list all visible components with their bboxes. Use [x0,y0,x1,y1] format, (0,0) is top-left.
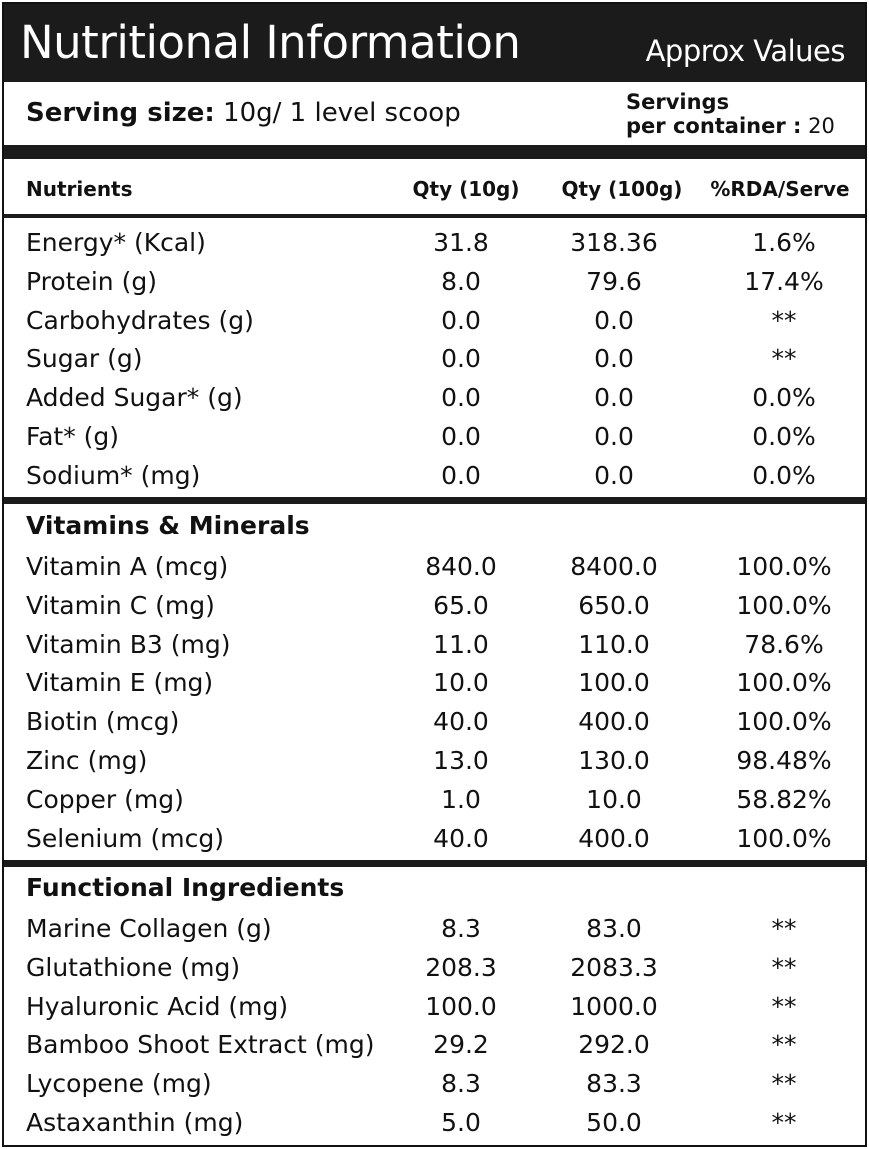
header-nutrients: Nutrients [26,177,133,201]
rda-value: ** [771,344,797,374]
nutrient-name: Hyaluronic Acid (mg) [26,991,289,1021]
qty100-value: 130.0 [578,746,650,775]
divider-header [4,214,865,218]
nutrient-name: Biotin (mcg) [26,707,180,737]
vitamins-title: Vitamins & Minerals [26,511,310,540]
qty10-value: 0.0 [441,383,481,413]
qty100-value: 0.0 [594,305,634,335]
rda-value: 17.4% [744,266,824,296]
table-row [4,820,865,859]
table-row [4,340,865,379]
qty10-value: 40.0 [433,707,489,737]
nutrient-name: Added Sugar* (g) [26,383,243,413]
divider-thick [4,145,865,159]
qty10-value: 10.0 [433,668,489,698]
qty100-value: 50.0 [586,1108,642,1137]
rda-value: 100.0% [736,823,832,853]
divider-functional [4,860,865,867]
page-title: Nutritional Information [20,16,521,69]
qty10-value: 11.0 [433,629,489,659]
table-row [4,988,865,1027]
nutrient-name: Zinc (mg) [26,746,148,775]
nutrient-name: Fat* (g) [26,422,120,451]
table-row [4,1065,865,1104]
qty10-value: 40.0 [433,823,489,853]
nutrient-name: Protein (g) [26,266,157,296]
qty100-value: 83.3 [586,1069,642,1099]
nutrient-name: Glutathione (mg) [26,952,241,982]
qty10-value: 5.0 [441,1108,481,1137]
servings-value: 20 [808,114,835,138]
qty10-value: 8.3 [441,914,481,943]
rda-value: 100.0% [736,552,832,581]
title-bar [4,4,865,82]
qty10-value: 65.0 [433,590,489,620]
nutrient-name: Energy* (Kcal) [26,228,206,257]
page-subtitle: Approx Values [645,34,845,68]
qty100-value: 83.0 [586,914,642,943]
qty10-value: 0.0 [441,422,481,451]
nutrient-name: Vitamin C (mg) [26,590,215,620]
rda-value: 0.0% [752,383,816,413]
table-row [4,742,865,781]
rda-value: ** [771,305,797,335]
rda-value: 0.0% [752,422,816,451]
table-row [4,910,865,949]
serving-size-label: Serving size: [26,98,215,128]
rda-value: 100.0% [736,668,832,698]
divider-vitamins [4,497,865,504]
rda-value: ** [771,1030,797,1060]
serving-size [26,98,461,128]
nutrient-name: Vitamin E (mg) [26,668,214,698]
rda-value: ** [771,991,797,1021]
table-row [4,949,865,988]
qty10-value: 29.2 [433,1030,489,1060]
nutrient-name: Lycopene (mg) [26,1069,212,1099]
table-row [4,1104,865,1143]
qty100-value: 0.0 [594,383,634,413]
qty10-value: 0.0 [441,344,481,374]
qty100-value: 292.0 [578,1030,650,1060]
nutrient-name: Bamboo Shoot Extract (mg) [26,1030,375,1060]
qty100-value: 0.0 [594,460,634,490]
qty100-value: 2083.3 [570,952,658,982]
servings-label-line2: per container : [626,114,802,138]
rda-value: ** [771,1108,797,1137]
nutrition-panel [2,2,867,1147]
servings-per-container [626,90,835,138]
nutrient-name: Sugar (g) [26,344,143,374]
table-row [4,302,865,341]
qty100-value: 400.0 [578,707,650,737]
table-row [4,263,865,302]
nutrient-name: Astaxanthin (mg) [26,1108,244,1137]
qty100-value: 79.6 [586,266,642,296]
rda-value: 98.48% [736,746,832,775]
rda-value: ** [771,1069,797,1099]
qty100-value: 10.0 [586,784,642,814]
qty10-value: 8.3 [441,1069,481,1099]
qty10-value: 31.8 [433,228,489,257]
qty100-value: 110.0 [578,629,650,659]
rda-value: ** [771,914,797,943]
table-row [4,587,865,626]
qty10-value: 208.3 [425,952,497,982]
rda-value: 100.0% [736,707,832,737]
nutrient-name: Sodium* (mg) [26,460,201,490]
qty100-value: 400.0 [578,823,650,853]
rda-value: 1.6% [752,228,816,257]
header-qty10: Qty (10g) [412,177,520,201]
rda-value: 100.0% [736,590,832,620]
table-row [4,418,865,457]
qty100-value: 0.0 [594,344,634,374]
table-row [4,548,865,587]
nutrient-name: Selenium (mcg) [26,823,224,853]
qty100-value: 8400.0 [570,552,658,581]
nutrient-name: Marine Collagen (g) [26,914,272,943]
qty100-value: 100.0 [578,668,650,698]
rda-value: 78.6% [744,629,824,659]
qty100-value: 1000.0 [570,991,658,1021]
table-row [4,224,865,263]
qty100-value: 0.0 [594,422,634,451]
qty10-value: 840.0 [425,552,497,581]
table-row [4,664,865,703]
table-row [4,626,865,665]
table-header [4,162,865,214]
table-row [4,703,865,742]
qty10-value: 100.0 [425,991,497,1021]
table-row [4,781,865,820]
nutrient-name: Carbohydrates (g) [26,305,254,335]
table-row [4,379,865,418]
nutrient-name: Copper (mg) [26,784,184,814]
servings-label-line1: Servings [626,90,730,114]
table-row [4,457,865,496]
qty10-value: 1.0 [441,784,481,814]
qty10-value: 8.0 [441,266,481,296]
table-row [4,1026,865,1065]
header-rda: %RDA/Serve [710,177,850,201]
qty100-value: 318.36 [570,228,658,257]
functional-title: Functional Ingredients [26,873,345,902]
nutrient-name: Vitamin A (mcg) [26,552,229,581]
nutrient-name: Vitamin B3 (mg) [26,629,231,659]
rda-value: ** [771,952,797,982]
rda-value: 0.0% [752,460,816,490]
qty10-value: 13.0 [433,746,489,775]
header-qty100: Qty (100g) [561,177,683,201]
qty100-value: 650.0 [578,590,650,620]
rda-value: 58.82% [736,784,832,814]
serving-size-value: 10g/ 1 level scoop [223,98,461,128]
qty10-value: 0.0 [441,460,481,490]
qty10-value: 0.0 [441,305,481,335]
serving-row [4,82,865,146]
